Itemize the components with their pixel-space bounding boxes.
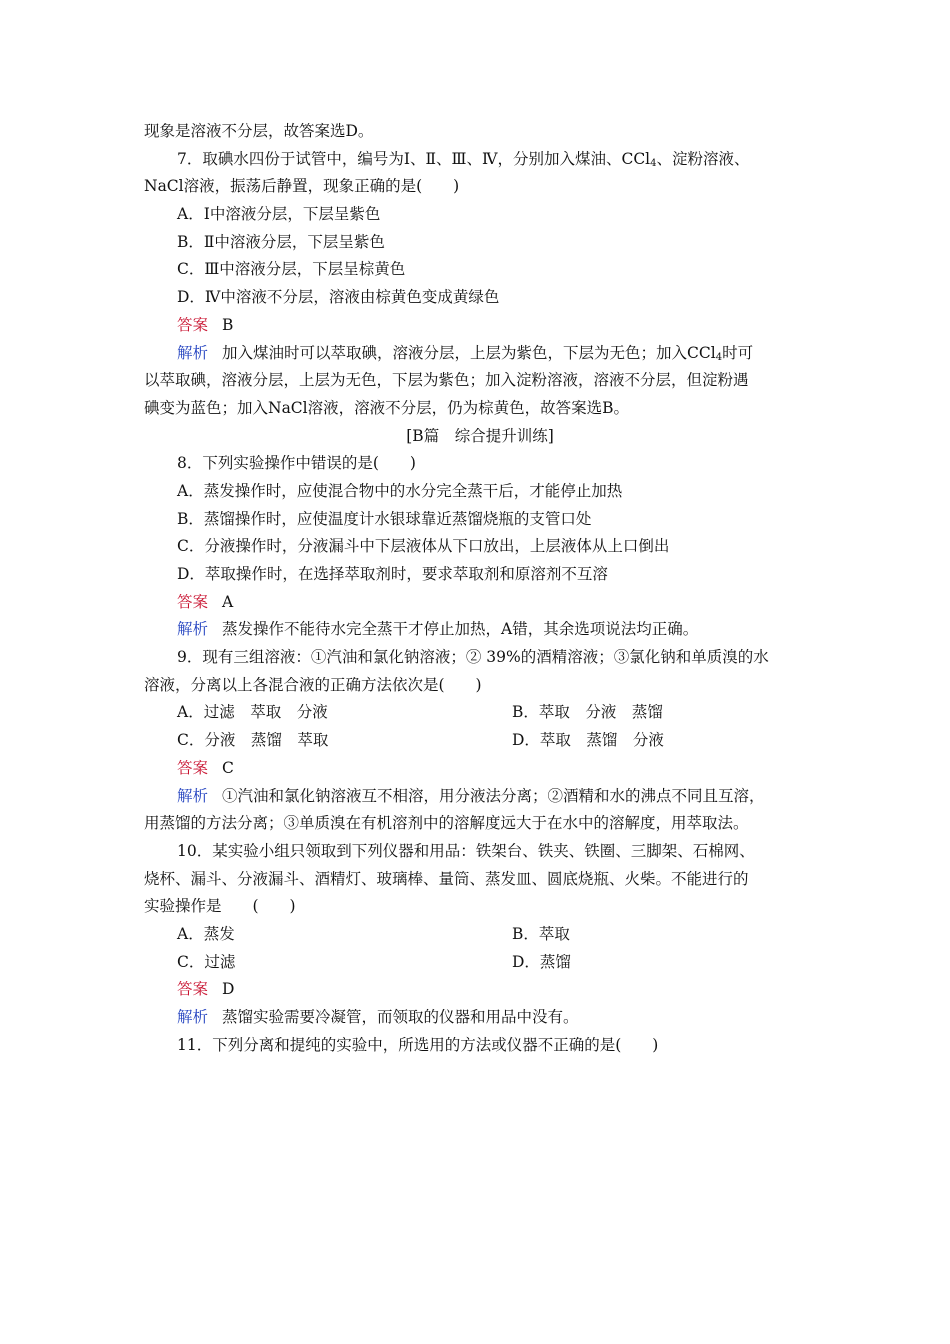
q7-stem-line-2: NaCl溶液，振荡后静置，现象正确的是( ) bbox=[144, 177, 460, 196]
q9-explanation-line-2: 用蒸馏的方法分离；③单质溴在有机溶剂中的溶解度远大于在水中的溶解度，用萃取法。 bbox=[144, 814, 749, 833]
q7-explanation-line-2: 以萃取碘，溶液分层，上层为无色，下层为紫色；加入淀粉溶液，溶液不分层，但淀粉遇 bbox=[144, 371, 749, 390]
answer-label: 答案 bbox=[177, 758, 209, 777]
previous-answer-tail: 现象是溶液不分层，故答案选D。 bbox=[144, 122, 374, 140]
q10-explanation bbox=[144, 1004, 816, 1032]
q9-explanation-text: ①汽油和氯化钠溶液互不相溶，用分液法分离；②酒精和水的沸点不同且互溶， bbox=[222, 786, 765, 805]
q9-answer bbox=[144, 755, 816, 783]
q9-explanation-line-1 bbox=[144, 783, 816, 811]
q10-option-b: B．萃取 bbox=[512, 924, 570, 943]
answer-label: 答案 bbox=[177, 592, 209, 611]
q10-option-a: A．蒸发 bbox=[177, 924, 235, 943]
q7-stem-line-1 bbox=[144, 146, 816, 174]
section-title: [B篇 综合提升训练] bbox=[406, 426, 554, 445]
q9-options-row-1 bbox=[144, 699, 816, 727]
q10-options-row-2 bbox=[144, 949, 816, 977]
q9-stem-line-1: 9．现有三组溶液：①汽油和氯化钠溶液；② 39%的酒精溶液；③氯化钠和单质溴的水 bbox=[177, 648, 769, 667]
explanation-label: 解析 bbox=[177, 620, 209, 639]
explanation-label: 解析 bbox=[177, 1008, 209, 1026]
q9-option-d: D．萃取 蒸馏 分液 bbox=[512, 731, 664, 750]
q10-options-row-1 bbox=[144, 921, 816, 949]
explanation-label: 解析 bbox=[177, 786, 209, 805]
q7-stem-text: 7．取碘水四份于试管中，编号为Ⅰ、Ⅱ、Ⅲ、Ⅳ，分别加入煤油、CCl bbox=[177, 149, 651, 168]
q10-explanation-text: 蒸馏实验需要冷凝管，而领取的仪器和用品中没有。 bbox=[222, 1008, 579, 1026]
answer-value: D bbox=[222, 980, 235, 999]
q9-option-c: C．分液 蒸馏 萃取 bbox=[177, 731, 329, 750]
q7-option-c: C．Ⅲ中溶液分层，下层呈棕黄色 bbox=[177, 260, 406, 279]
q8-option-b: B．蒸馏操作时，应使温度计水银球靠近蒸馏烧瓶的支管口处 bbox=[177, 509, 592, 528]
q7-option-a: A．Ⅰ中溶液分层，下层呈紫色 bbox=[177, 205, 381, 224]
q10-answer bbox=[144, 976, 816, 1004]
answer-label: 答案 bbox=[177, 980, 209, 999]
document-page bbox=[144, 118, 816, 1059]
answer-value: A bbox=[222, 592, 234, 611]
q7-option-b: B．Ⅱ中溶液分层，下层呈紫色 bbox=[177, 232, 385, 251]
q10-option-d: D．蒸馏 bbox=[512, 952, 571, 971]
q7-explanation-text: 加入煤油时可以萃取碘，溶液分层，上层为紫色，下层为无色；加入CCl bbox=[222, 343, 716, 362]
q9-options-row-2 bbox=[144, 727, 816, 755]
q7-stem-text-end: 、淀粉溶液、 bbox=[656, 149, 750, 168]
q10-stem-line-3: 实验操作是 ( ) bbox=[144, 897, 296, 916]
q8-option-a: A．蒸发操作时，应使混合物中的水分完全蒸干后，才能停止加热 bbox=[177, 481, 623, 500]
q8-answer bbox=[144, 589, 816, 617]
answer-value: B bbox=[222, 315, 234, 334]
q8-option-d: D．萃取操作时，在选择萃取剂时，要求萃取剂和原溶剂不互溶 bbox=[177, 565, 608, 583]
q10-stem-line-1: 10．某实验小组只领取到下列仪器和用品：铁架台、铁夹、铁圈、三脚架、石棉网、 bbox=[177, 841, 755, 860]
q7-subscript: 4 bbox=[650, 157, 657, 169]
explanation-label: 解析 bbox=[177, 343, 209, 362]
q7-explanation-line-1 bbox=[144, 340, 816, 368]
q9-stem-line-2: 溶液，分离以上各混合液的正确方法依次是( ) bbox=[144, 675, 482, 694]
q8-option-c: C．分液操作时，分液漏斗中下层液体从下口放出，上层液体从上口倒出 bbox=[177, 537, 670, 556]
answer-label: 答案 bbox=[177, 315, 209, 334]
q7-answer bbox=[144, 312, 816, 340]
q8-explanation bbox=[144, 616, 816, 644]
q7-explanation-text-end: 时可 bbox=[722, 343, 754, 362]
q10-stem-line-2: 烧杯、漏斗、分液漏斗、酒精灯、玻璃棒、量筒、蒸发皿、圆底烧瓶、火柴。不能进行的 bbox=[144, 869, 749, 888]
q8-stem: 8．下列实验操作中错误的是( ) bbox=[177, 454, 416, 473]
q9-option-b: B．萃取 分液 蒸馏 bbox=[512, 703, 663, 722]
q8-explanation-text: 蒸发操作不能待水完全蒸干才停止加热，A错，其余选项说法均正确。 bbox=[222, 620, 699, 639]
q7-option-d: D．Ⅳ中溶液不分层，溶液由棕黄色变成黄绿色 bbox=[177, 288, 500, 307]
q10-option-c: C．过滤 bbox=[177, 952, 236, 971]
q7-explanation-subscript: 4 bbox=[715, 351, 723, 363]
q11-stem: 11．下列分离和提纯的实验中，所选用的方法或仪器不正确的是( ) bbox=[177, 1035, 659, 1054]
q9-option-a: A．过滤 萃取 分液 bbox=[177, 703, 328, 722]
q7-explanation-line-3: 碘变为蓝色；加入NaCl溶液，溶液不分层，仍为棕黄色，故答案选B。 bbox=[144, 398, 630, 417]
answer-value: C bbox=[222, 758, 234, 777]
